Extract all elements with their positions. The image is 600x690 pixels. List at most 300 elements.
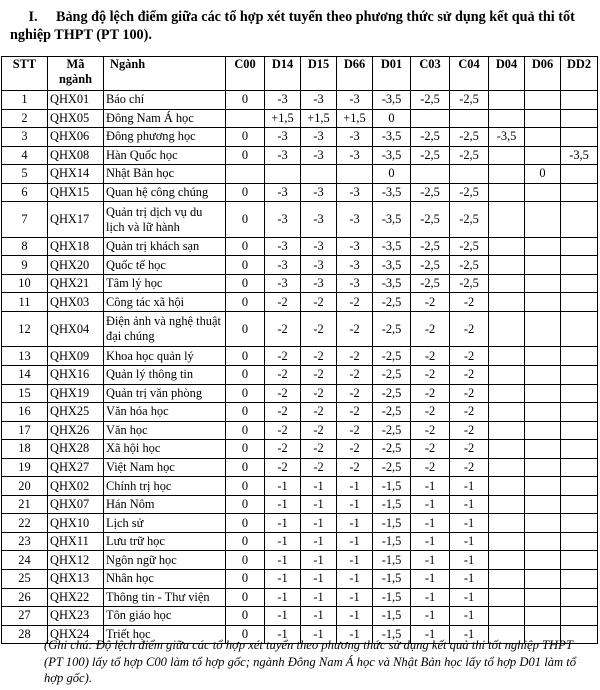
- footnote: (Ghi chú: Độ lệch điểm giữa các tổ hợp xét tuyển theo phương thức sử dụng kết quả thi tốt nghiệp THPT (PT 100) lấy tổ hợp C00 làm tổ hợp gốc; ngành Đông Nam Á học và Nhật Bản học lấy tổ hợp D01 làm tổ hợp gốc).: [44, 638, 577, 685]
- table-row: [2, 128, 598, 147]
- cell-d14: -1: [265, 495, 301, 514]
- cell-d04: [489, 477, 525, 496]
- cell-dd2: [561, 495, 598, 514]
- cell-c00: 0: [226, 403, 265, 422]
- cell-c00: 0: [226, 607, 265, 626]
- cell-d66: -1: [337, 532, 373, 551]
- cell-d01: -2,5: [373, 366, 411, 385]
- cell-c03: -2,5: [411, 256, 450, 275]
- cell-c04: -1: [450, 570, 489, 589]
- section-numeral: I.: [28, 9, 38, 25]
- cell-d06: [525, 440, 561, 459]
- cell-d06: [525, 477, 561, 496]
- cell-c03: -2: [411, 384, 450, 403]
- cell-d66: -2: [337, 384, 373, 403]
- table-row: [2, 532, 598, 551]
- table-row: [2, 421, 598, 440]
- cell-d14: [265, 165, 301, 184]
- section-heading-text: Bảng độ lệch điểm giữa các tổ hợp xét tuyển theo phương thức sử dụng kết quả thi tốt nghiệp THPT (PT 100).: [10, 9, 575, 43]
- cell-stt: 7: [2, 202, 48, 238]
- cell-d66: -1: [337, 625, 373, 644]
- cell-d15: -1: [301, 495, 337, 514]
- cell-d15: -2: [301, 384, 337, 403]
- cell-d66: -2: [337, 458, 373, 477]
- cell-stt: 19: [2, 458, 48, 477]
- table-row: [2, 495, 598, 514]
- cell-major-code: QHX05: [48, 109, 104, 128]
- cell-c03: -1: [411, 625, 450, 644]
- cell-c04: -1: [450, 607, 489, 626]
- cell-d66: +1,5: [337, 109, 373, 128]
- cell-d14: -3: [265, 256, 301, 275]
- cell-major-name: Báo chí: [104, 91, 226, 110]
- cell-d66: -3: [337, 256, 373, 275]
- cell-d04: [489, 551, 525, 570]
- table-body: [2, 91, 598, 644]
- cell-dd2: [561, 458, 598, 477]
- cell-dd2: [561, 165, 598, 184]
- cell-major-code: QHX04: [48, 311, 104, 347]
- cell-major-code: QHX06: [48, 128, 104, 147]
- cell-d15: -2: [301, 347, 337, 366]
- cell-major-name: Quản trị khách sạn: [104, 237, 226, 256]
- cell-d01: -1,5: [373, 532, 411, 551]
- table-row: [2, 202, 598, 238]
- table-row: [2, 440, 598, 459]
- cell-c03: -2: [411, 311, 450, 347]
- cell-d04: -3,5: [489, 128, 525, 147]
- cell-d15: -2: [301, 421, 337, 440]
- cell-d15: -3: [301, 274, 337, 293]
- cell-d01: -2,5: [373, 421, 411, 440]
- cell-d04: [489, 440, 525, 459]
- cell-c03: -1: [411, 514, 450, 533]
- cell-d15: -3: [301, 202, 337, 238]
- cell-d15: -1: [301, 551, 337, 570]
- cell-d14: -3: [265, 128, 301, 147]
- cell-d01: -2,5: [373, 347, 411, 366]
- cell-d15: -3: [301, 183, 337, 202]
- cell-major-code: QHX16: [48, 366, 104, 385]
- cell-c04: -2: [450, 421, 489, 440]
- cell-d01: -3,5: [373, 91, 411, 110]
- cell-c04: -2,5: [450, 202, 489, 238]
- header-c04: C04: [450, 57, 489, 91]
- cell-stt: 24: [2, 551, 48, 570]
- cell-d66: -1: [337, 514, 373, 533]
- cell-c03: -1: [411, 532, 450, 551]
- cell-d14: -2: [265, 403, 301, 422]
- cell-d15: -1: [301, 607, 337, 626]
- cell-dd2: [561, 421, 598, 440]
- cell-d66: -3: [337, 202, 373, 238]
- cell-c03: -1: [411, 570, 450, 589]
- cell-stt: 4: [2, 146, 48, 165]
- cell-d04: [489, 570, 525, 589]
- cell-stt: 13: [2, 347, 48, 366]
- cell-stt: 5: [2, 165, 48, 184]
- cell-d01: -2,5: [373, 440, 411, 459]
- cell-d06: [525, 588, 561, 607]
- cell-d06: [525, 421, 561, 440]
- cell-d15: -3: [301, 256, 337, 275]
- cell-c03: -2,5: [411, 237, 450, 256]
- cell-major-name: Quản trị dịch vụ du lịch và lữ hành: [104, 202, 226, 238]
- cell-d06: [525, 347, 561, 366]
- cell-d01: -2,5: [373, 403, 411, 422]
- cell-major-name: Văn hóa học: [104, 403, 226, 422]
- header-d01: D01: [373, 57, 411, 91]
- cell-major-code: QHX11: [48, 532, 104, 551]
- cell-d01: -3,5: [373, 274, 411, 293]
- header-d14: D14: [265, 57, 301, 91]
- cell-d15: -2: [301, 458, 337, 477]
- cell-c00: [226, 109, 265, 128]
- cell-d06: [525, 570, 561, 589]
- cell-d14: -1: [265, 607, 301, 626]
- cell-d06: 0: [525, 165, 561, 184]
- cell-major-code: QHX12: [48, 551, 104, 570]
- cell-c04: -2: [450, 311, 489, 347]
- cell-d06: [525, 274, 561, 293]
- cell-major-name: Nhân học: [104, 570, 226, 589]
- table-row: [2, 256, 598, 275]
- cell-d06: [525, 237, 561, 256]
- cell-c03: -2: [411, 347, 450, 366]
- cell-d04: [489, 202, 525, 238]
- cell-c00: 0: [226, 458, 265, 477]
- cell-d04: [489, 347, 525, 366]
- cell-d14: -1: [265, 532, 301, 551]
- cell-c03: -1: [411, 607, 450, 626]
- cell-d14: -2: [265, 311, 301, 347]
- table-row: [2, 311, 598, 347]
- cell-d14: -3: [265, 183, 301, 202]
- cell-major-code: QHX18: [48, 237, 104, 256]
- cell-c00: 0: [226, 440, 265, 459]
- cell-d14: -2: [265, 421, 301, 440]
- cell-major-code: QHX09: [48, 347, 104, 366]
- cell-c00: 0: [226, 274, 265, 293]
- cell-d14: -2: [265, 366, 301, 385]
- cell-major-name: Chính trị học: [104, 477, 226, 496]
- cell-c04: -1: [450, 588, 489, 607]
- cell-c04: -2,5: [450, 256, 489, 275]
- cell-d15: -2: [301, 293, 337, 312]
- cell-d06: [525, 458, 561, 477]
- cell-major-code: QHX01: [48, 91, 104, 110]
- cell-major-name: Khoa học quản lý: [104, 347, 226, 366]
- cell-major-name: Việt Nam học: [104, 458, 226, 477]
- cell-d15: -1: [301, 570, 337, 589]
- cell-d66: -3: [337, 91, 373, 110]
- cell-dd2: [561, 91, 598, 110]
- cell-c03: -1: [411, 551, 450, 570]
- cell-c04: -1: [450, 495, 489, 514]
- cell-d14: -3: [265, 91, 301, 110]
- cell-dd2: [561, 514, 598, 533]
- cell-c03: -2,5: [411, 128, 450, 147]
- cell-d01: -2,5: [373, 384, 411, 403]
- cell-stt: 10: [2, 274, 48, 293]
- cell-d06: [525, 366, 561, 385]
- cell-d14: -1: [265, 514, 301, 533]
- table-row: [2, 570, 598, 589]
- cell-c04: -2,5: [450, 128, 489, 147]
- cell-dd2: [561, 256, 598, 275]
- cell-dd2: [561, 384, 598, 403]
- cell-major-code: QHX21: [48, 274, 104, 293]
- cell-stt: 26: [2, 588, 48, 607]
- cell-dd2: [561, 202, 598, 238]
- header-d66: D66: [337, 57, 373, 91]
- cell-major-code: QHX24: [48, 625, 104, 644]
- cell-d66: -1: [337, 570, 373, 589]
- cell-major-code: QHX15: [48, 183, 104, 202]
- cell-stt: 1: [2, 91, 48, 110]
- cell-d06: [525, 514, 561, 533]
- cell-dd2: [561, 293, 598, 312]
- cell-c04: -1: [450, 532, 489, 551]
- cell-c04: -2,5: [450, 274, 489, 293]
- cell-c03: -1: [411, 588, 450, 607]
- cell-major-name: Quản lý thông tin: [104, 366, 226, 385]
- table-row: [2, 146, 598, 165]
- cell-stt: 27: [2, 607, 48, 626]
- cell-d14: +1,5: [265, 109, 301, 128]
- cell-dd2: -3,5: [561, 146, 598, 165]
- cell-c04: [450, 109, 489, 128]
- cell-stt: 11: [2, 293, 48, 312]
- cell-stt: 2: [2, 109, 48, 128]
- table-row: [2, 403, 598, 422]
- cell-d15: -1: [301, 532, 337, 551]
- cell-major-code: QHX27: [48, 458, 104, 477]
- header-stt: STT: [2, 57, 48, 91]
- cell-c04: -2: [450, 458, 489, 477]
- cell-d06: [525, 202, 561, 238]
- cell-c04: -1: [450, 514, 489, 533]
- cell-d06: [525, 607, 561, 626]
- cell-d04: [489, 146, 525, 165]
- table-row: [2, 607, 598, 626]
- cell-d66: -2: [337, 311, 373, 347]
- cell-stt: 12: [2, 311, 48, 347]
- cell-c00: 0: [226, 183, 265, 202]
- cell-major-name: Quản trị văn phòng: [104, 384, 226, 403]
- cell-dd2: [561, 607, 598, 626]
- cell-d66: -2: [337, 366, 373, 385]
- table-row: [2, 237, 598, 256]
- cell-d04: [489, 384, 525, 403]
- cell-c04: -1: [450, 625, 489, 644]
- cell-d04: [489, 311, 525, 347]
- cell-c00: 0: [226, 625, 265, 644]
- cell-stt: 6: [2, 183, 48, 202]
- cell-d66: -3: [337, 237, 373, 256]
- cell-c03: -2,5: [411, 274, 450, 293]
- cell-c00: 0: [226, 311, 265, 347]
- cell-c03: -2,5: [411, 202, 450, 238]
- cell-c00: 0: [226, 551, 265, 570]
- cell-c00: 0: [226, 91, 265, 110]
- cell-stt: 22: [2, 514, 48, 533]
- cell-stt: 25: [2, 570, 48, 589]
- cell-major-code: QHX22: [48, 588, 104, 607]
- header-major-name: Ngành: [104, 57, 226, 91]
- cell-dd2: [561, 551, 598, 570]
- cell-major-name: Triết học: [104, 625, 226, 644]
- table-header-row: [2, 57, 598, 91]
- cell-d06: [525, 311, 561, 347]
- cell-d06: [525, 91, 561, 110]
- header-major-code: Mã ngành: [48, 57, 104, 91]
- cell-dd2: [561, 183, 598, 202]
- cell-stt: 21: [2, 495, 48, 514]
- cell-d01: -3,5: [373, 202, 411, 238]
- cell-d15: -3: [301, 146, 337, 165]
- cell-d04: [489, 458, 525, 477]
- cell-d01: -2,5: [373, 458, 411, 477]
- cell-d66: -3: [337, 183, 373, 202]
- cell-d01: -2,5: [373, 293, 411, 312]
- cell-c04: -2: [450, 403, 489, 422]
- cell-d01: 0: [373, 165, 411, 184]
- cell-major-name: Tôn giáo học: [104, 607, 226, 626]
- cell-d15: -2: [301, 403, 337, 422]
- cell-c00: 0: [226, 495, 265, 514]
- cell-d66: -2: [337, 293, 373, 312]
- cell-c00: 0: [226, 237, 265, 256]
- cell-d14: -1: [265, 588, 301, 607]
- cell-d04: [489, 607, 525, 626]
- cell-d14: -1: [265, 625, 301, 644]
- cell-major-code: QHX07: [48, 495, 104, 514]
- cell-d14: -1: [265, 477, 301, 496]
- cell-c04: [450, 165, 489, 184]
- cell-major-code: QHX14: [48, 165, 104, 184]
- cell-dd2: [561, 128, 598, 147]
- cell-d15: -1: [301, 588, 337, 607]
- cell-major-code: QHX25: [48, 403, 104, 422]
- cell-d66: -1: [337, 551, 373, 570]
- cell-d04: [489, 256, 525, 275]
- cell-c00: 0: [226, 421, 265, 440]
- cell-d15: -1: [301, 514, 337, 533]
- cell-c03: -1: [411, 477, 450, 496]
- cell-d01: -3,5: [373, 237, 411, 256]
- cell-stt: 28: [2, 625, 48, 644]
- cell-c04: -2: [450, 293, 489, 312]
- cell-d01: -1,5: [373, 551, 411, 570]
- cell-major-name: Đông phương học: [104, 128, 226, 147]
- cell-d14: -2: [265, 347, 301, 366]
- table-row: [2, 109, 598, 128]
- cell-dd2: [561, 440, 598, 459]
- cell-d15: -2: [301, 311, 337, 347]
- cell-d06: [525, 146, 561, 165]
- cell-c00: 0: [226, 570, 265, 589]
- cell-dd2: [561, 477, 598, 496]
- cell-major-code: QHX03: [48, 293, 104, 312]
- cell-c00: [226, 165, 265, 184]
- cell-dd2: [561, 237, 598, 256]
- cell-c03: -2: [411, 403, 450, 422]
- cell-stt: 18: [2, 440, 48, 459]
- cell-d66: -3: [337, 128, 373, 147]
- cell-major-code: QHX19: [48, 384, 104, 403]
- cell-c00: 0: [226, 514, 265, 533]
- cell-d06: [525, 495, 561, 514]
- cell-major-code: QHX02: [48, 477, 104, 496]
- table-row: [2, 274, 598, 293]
- cell-stt: 23: [2, 532, 48, 551]
- cell-d06: [525, 551, 561, 570]
- cell-d06: [525, 532, 561, 551]
- cell-major-name: Đông Nam Á học: [104, 109, 226, 128]
- cell-d04: [489, 532, 525, 551]
- cell-d66: -1: [337, 477, 373, 496]
- cell-stt: 14: [2, 366, 48, 385]
- header-d04: D04: [489, 57, 525, 91]
- section-heading: [10, 8, 592, 44]
- cell-d04: [489, 109, 525, 128]
- cell-d01: -1,5: [373, 477, 411, 496]
- cell-c00: 0: [226, 146, 265, 165]
- cell-c00: 0: [226, 347, 265, 366]
- cell-d01: -3,5: [373, 146, 411, 165]
- cell-d66: -3: [337, 274, 373, 293]
- table-row: [2, 183, 598, 202]
- cell-stt: 20: [2, 477, 48, 496]
- table-row: [2, 514, 598, 533]
- cell-c00: 0: [226, 588, 265, 607]
- cell-d14: -3: [265, 202, 301, 238]
- cell-major-code: QHX08: [48, 146, 104, 165]
- score-deviation-table: [1, 56, 598, 644]
- cell-d15: -3: [301, 128, 337, 147]
- cell-d15: +1,5: [301, 109, 337, 128]
- cell-d66: [337, 165, 373, 184]
- cell-d14: -2: [265, 384, 301, 403]
- cell-d01: -1,5: [373, 625, 411, 644]
- cell-d15: -1: [301, 477, 337, 496]
- cell-stt: 3: [2, 128, 48, 147]
- cell-d14: -3: [265, 274, 301, 293]
- cell-c00: 0: [226, 256, 265, 275]
- cell-d04: [489, 403, 525, 422]
- cell-d01: -1,5: [373, 495, 411, 514]
- table-row: [2, 165, 598, 184]
- cell-major-name: Quốc tế học: [104, 256, 226, 275]
- cell-dd2: [561, 109, 598, 128]
- cell-major-name: Hán Nôm: [104, 495, 226, 514]
- cell-c03: -1: [411, 495, 450, 514]
- cell-c04: -2,5: [450, 146, 489, 165]
- cell-dd2: [561, 274, 598, 293]
- cell-c04: -2: [450, 440, 489, 459]
- cell-d04: [489, 421, 525, 440]
- cell-d15: -3: [301, 91, 337, 110]
- cell-d01: -1,5: [373, 514, 411, 533]
- cell-d14: -2: [265, 293, 301, 312]
- cell-d04: [489, 366, 525, 385]
- cell-d04: [489, 514, 525, 533]
- cell-major-name: Điện ảnh và nghệ thuật đại chúng: [104, 311, 226, 347]
- cell-major-name: Lịch sử: [104, 514, 226, 533]
- cell-c04: -2,5: [450, 237, 489, 256]
- cell-d04: [489, 237, 525, 256]
